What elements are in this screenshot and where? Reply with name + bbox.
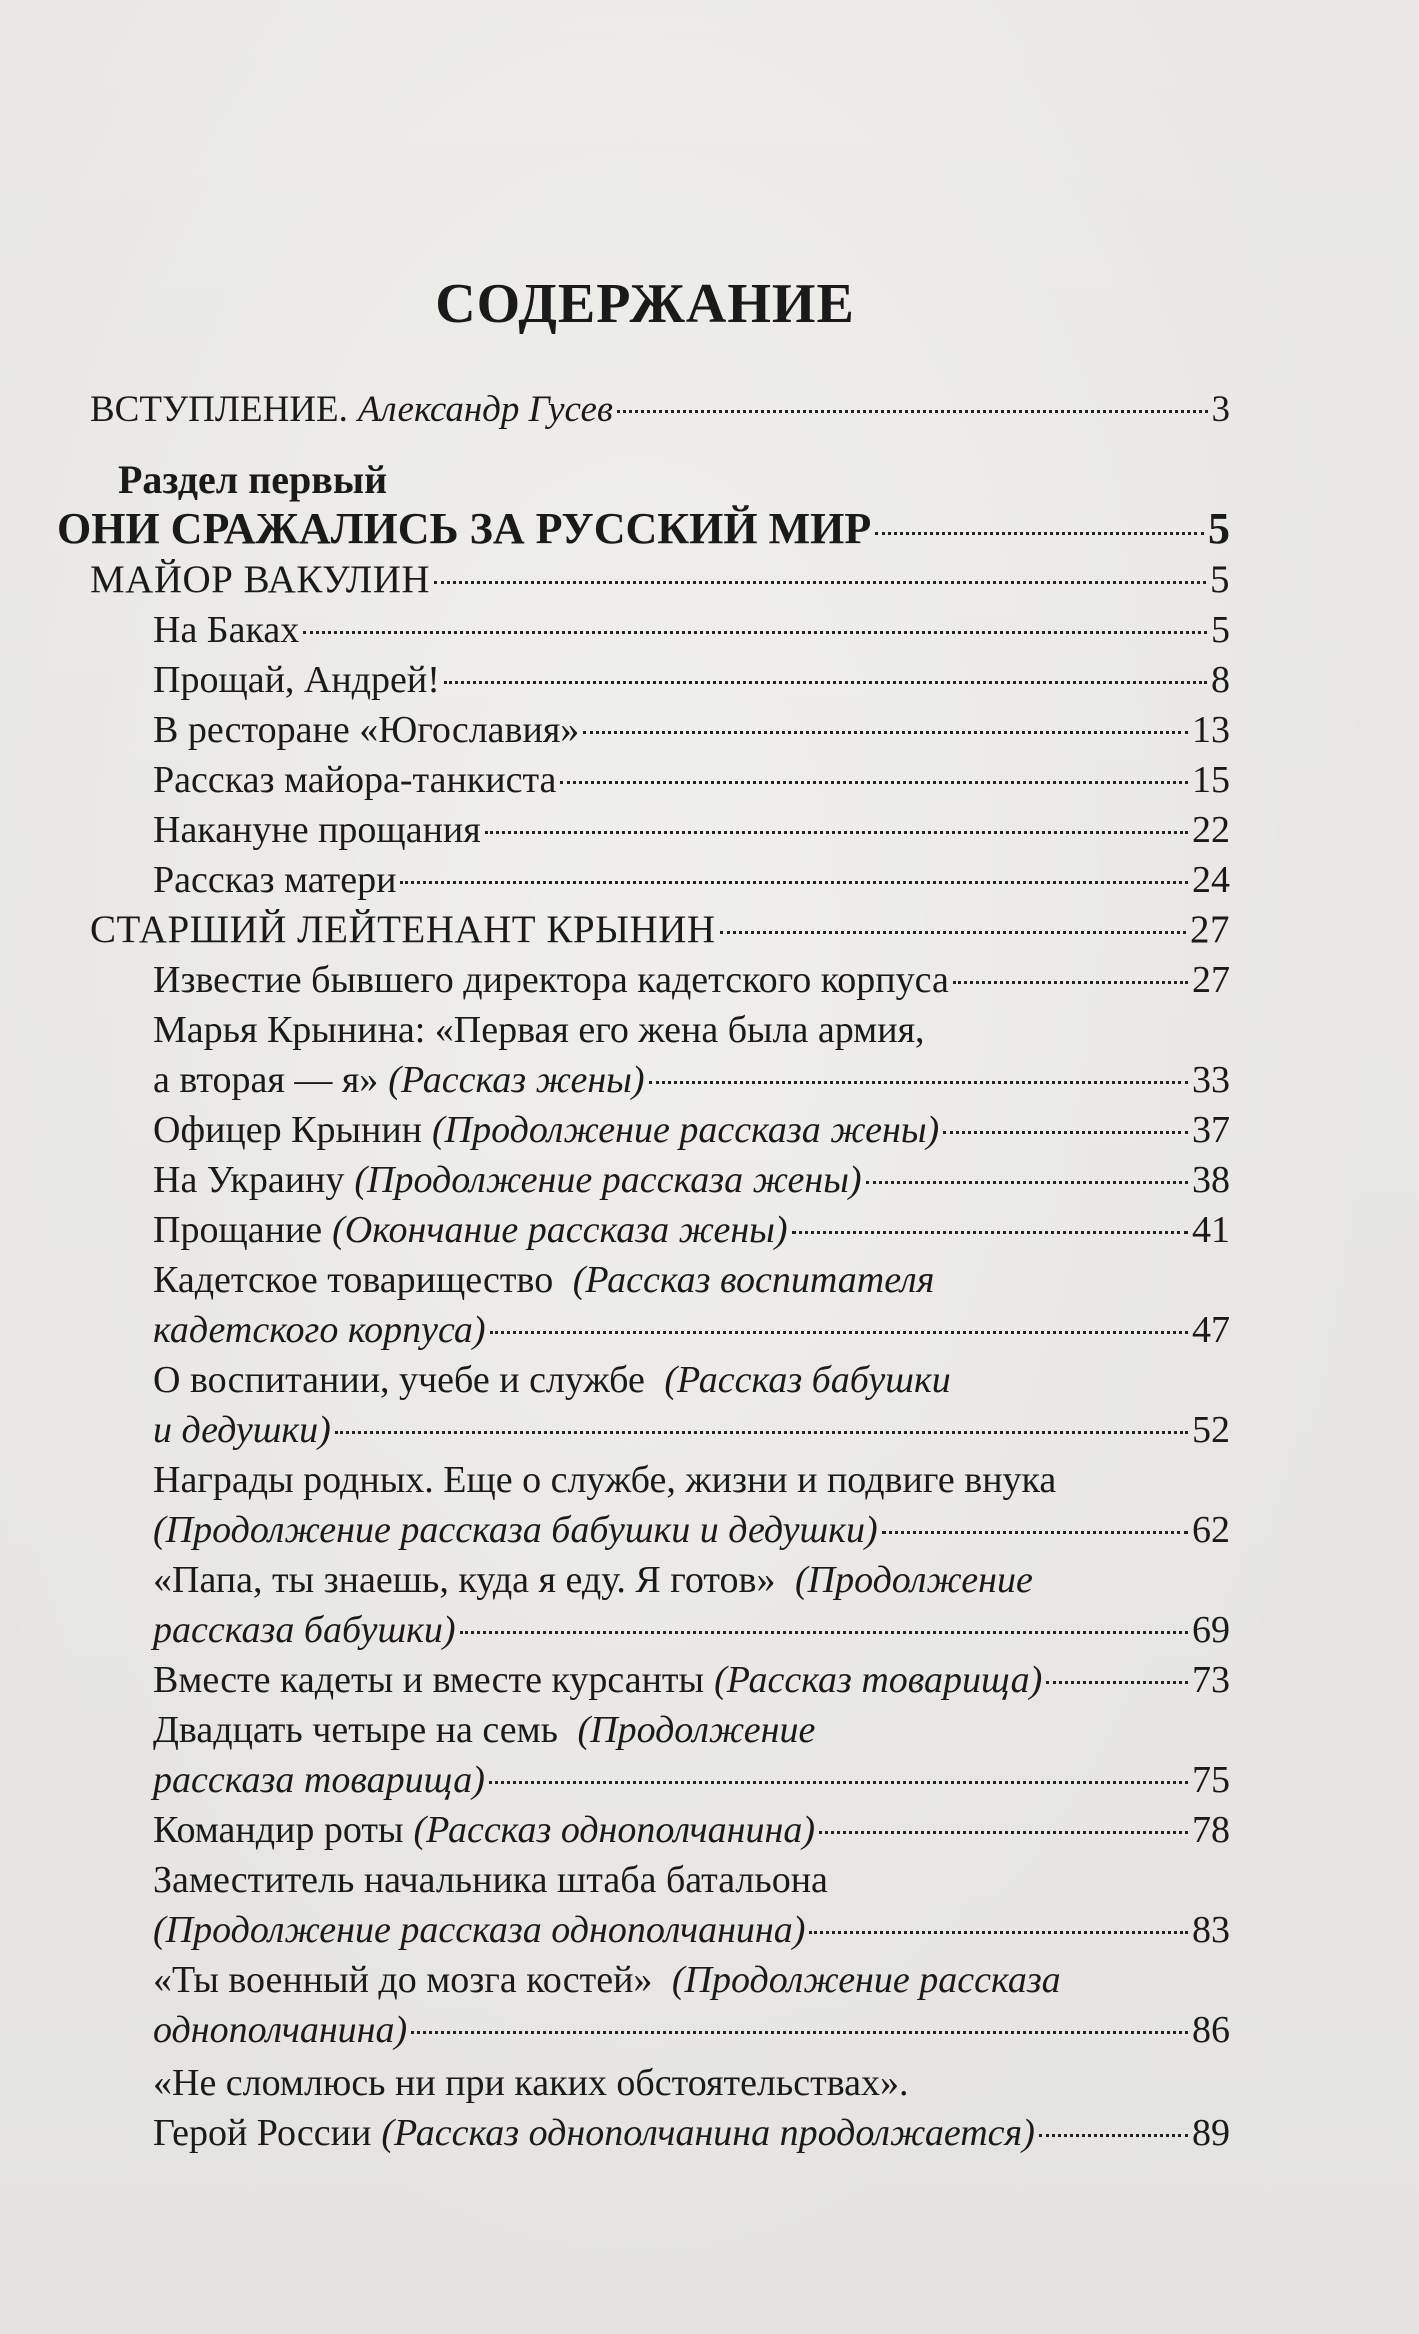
- entry-note: рассказа бабушки): [153, 1609, 456, 1651]
- dot-leader: [434, 581, 1206, 584]
- dot-leader: [303, 631, 1207, 634]
- entry-title-line1: [153, 1355, 1230, 1405]
- toc-entry[interactable]: [153, 1155, 1230, 1205]
- entry-title: Известие бывшего директора кадетского корпуса: [153, 959, 949, 1001]
- entry-title: «Ты военный до мозга костей»: [153, 1959, 653, 2001]
- entry-title: Кадетское товарищество: [153, 1259, 554, 1301]
- toc-entry[interactable]: [153, 1905, 1230, 1955]
- toc-entry[interactable]: [153, 805, 1230, 855]
- toc-entry[interactable]: [153, 1405, 1230, 1455]
- entry-title: На Баках: [153, 609, 300, 651]
- toc-entry[interactable]: [153, 1655, 1230, 1705]
- page-number: 41: [1192, 1209, 1230, 1251]
- dot-leader: [792, 1231, 1188, 1234]
- entry-note: (Продолжение: [794, 1559, 1033, 1601]
- page-number: 52: [1192, 1409, 1230, 1451]
- entry-note: (Продолжение рассказа однополчанина): [153, 1909, 806, 1951]
- page-number: 86: [1192, 2009, 1230, 2051]
- toc-entry[interactable]: [153, 1055, 1230, 1105]
- page-number: 69: [1192, 1609, 1230, 1651]
- dot-leader: [485, 831, 1188, 834]
- toc-entry-chapter-vakulin[interactable]: [90, 555, 1230, 605]
- toc-entry[interactable]: [153, 2108, 1230, 2158]
- dot-leader: [583, 731, 1188, 734]
- entry-note: (Рассказ жены): [388, 1059, 645, 1101]
- entry-title-line1: «Не сломлюсь ни при каких обстоятельствах».: [153, 2062, 909, 2104]
- dot-leader: [953, 981, 1188, 984]
- entry-note: и дедушки): [153, 1409, 331, 1451]
- entry-note: (Продолжение рассказа бабушки и дедушки): [153, 1509, 878, 1551]
- dot-leader: [490, 1331, 1188, 1334]
- entry-title: Офицер Крынин: [153, 1109, 422, 1151]
- page-number: 27: [1190, 908, 1230, 951]
- chapter-title: МАЙОР ВАКУЛИН: [90, 558, 431, 601]
- toc-entry[interactable]: [153, 1305, 1230, 1355]
- page-number: 8: [1211, 659, 1230, 701]
- dot-leader: [617, 410, 1208, 413]
- page-number: 27: [1192, 959, 1230, 1001]
- entry-note: (Окончание рассказа жены): [332, 1209, 788, 1251]
- entry-note: (Рассказ однополчанина): [413, 1809, 816, 1851]
- toc-entry[interactable]: [153, 605, 1230, 655]
- dot-leader: [560, 781, 1188, 784]
- dot-leader: [1039, 2134, 1188, 2137]
- entry-note: кадетского корпуса): [153, 1309, 486, 1351]
- entry-title: Прощай, Андрей!: [153, 659, 440, 701]
- toc-entry[interactable]: [153, 1205, 1230, 1255]
- page-number: 3: [1211, 389, 1230, 430]
- page-number: 78: [1192, 1809, 1230, 1851]
- dot-leader: [809, 1931, 1188, 1934]
- toc-entry-section[interactable]: [57, 503, 1230, 555]
- page-number: 5: [1208, 504, 1230, 553]
- toc-entry-chapter-krynin[interactable]: [90, 905, 1230, 955]
- dot-leader: [460, 1631, 1188, 1634]
- entry-title: О воспитании, учебе и службе: [153, 1359, 645, 1401]
- page-number: 83: [1192, 1909, 1230, 1951]
- entry-title-line1: Заместитель начальника штаба батальона: [153, 1859, 828, 1901]
- dot-leader: [720, 931, 1186, 934]
- page-number: 73: [1192, 1659, 1230, 1701]
- toc-entry[interactable]: [153, 2005, 1230, 2055]
- page-number: 62: [1192, 1509, 1230, 1551]
- dot-leader: [1046, 1681, 1188, 1684]
- dot-leader: [875, 532, 1204, 535]
- section-label: Раздел первый: [118, 457, 388, 502]
- page-title: СОДЕРЖАНИЕ: [435, 273, 855, 335]
- toc-entry[interactable]: [153, 1505, 1230, 1555]
- toc-entry[interactable]: [153, 955, 1230, 1005]
- section-title: ОНИ СРАЖАЛИСЬ ЗА РУССКИЙ МИР: [57, 504, 872, 553]
- entry-author: Александр Гусев: [357, 389, 613, 430]
- entry-note: (Продолжение: [577, 1709, 816, 1751]
- chapter-title: СТАРШИЙ ЛЕЙТЕНАНТ КРЫНИН: [90, 908, 716, 951]
- dot-leader: [882, 1531, 1188, 1534]
- dot-leader: [444, 681, 1207, 684]
- page-number: 75: [1192, 1759, 1230, 1801]
- entry-title: На Украину: [153, 1159, 345, 1201]
- entry-label: ВСТУПЛЕНИЕ.: [90, 389, 348, 430]
- page-number: 47: [1192, 1309, 1230, 1351]
- entry-note: (Рассказ товарища): [714, 1659, 1043, 1701]
- page-number: 37: [1192, 1109, 1230, 1151]
- entry-title-line1: Марья Крынина: «Первая его жена была армия,: [153, 1009, 925, 1051]
- entry-title-line1: [153, 1555, 1230, 1605]
- toc-entry[interactable]: [153, 705, 1230, 755]
- entry-title-line2: а вторая — я»: [153, 1059, 379, 1101]
- page-number: 13: [1192, 709, 1230, 751]
- entry-title: Рассказ майора-танкиста: [153, 759, 557, 801]
- page-number: 15: [1192, 759, 1230, 801]
- entry-title: Командир роты: [153, 1809, 404, 1851]
- entry-title-line1: [153, 1955, 1230, 2005]
- entry-note: (Продолжение рассказа: [671, 1959, 1061, 2001]
- dot-leader: [335, 1431, 1188, 1434]
- entry-note: рассказа товарища): [153, 1759, 485, 1801]
- entry-note: (Рассказ воспитателя: [572, 1259, 935, 1301]
- dot-leader: [866, 1181, 1188, 1184]
- entry-title: Двадцать четыре на семь: [153, 1709, 558, 1751]
- entry-note: (Рассказ однополчанина продолжается): [381, 2112, 1035, 2154]
- entry-title: Прощание: [153, 1209, 323, 1251]
- toc-entry[interactable]: [153, 1605, 1230, 1655]
- toc-entry[interactable]: [153, 655, 1230, 705]
- entry-note: (Рассказ бабушки: [664, 1359, 951, 1401]
- entry-title-line1: Награды родных. Еще о службе, жизни и подвиге внука: [153, 1459, 1057, 1501]
- entry-title: Рассказ матери: [153, 859, 397, 901]
- page-number: 5: [1211, 609, 1230, 651]
- toc-entry[interactable]: [153, 1755, 1230, 1805]
- page-number: 22: [1192, 809, 1230, 851]
- page-number: 24: [1192, 859, 1230, 901]
- toc-entry[interactable]: [153, 1105, 1230, 1155]
- entry-title: Накануне прощания: [153, 809, 481, 851]
- entry-title-line1: [153, 1255, 1230, 1305]
- entry-note: (Продолжение рассказа жены): [354, 1159, 862, 1201]
- page-number: 89: [1192, 2112, 1230, 2154]
- page-number: 33: [1192, 1059, 1230, 1101]
- entry-note: однополчанина): [153, 2009, 408, 2051]
- entry-title: «Папа, ты знаешь, куда я еду. Я готов»: [153, 1559, 776, 1601]
- entry-title-line1: [153, 1705, 1230, 1755]
- entry-note: (Продолжение рассказа жены): [432, 1109, 940, 1151]
- entry-title-line2: Герой России: [153, 2112, 372, 2154]
- page-number: 38: [1192, 1159, 1230, 1201]
- entry-title: Вместе кадеты и вместе курсанты: [153, 1659, 705, 1701]
- dot-leader: [649, 1081, 1188, 1084]
- toc-entry-intro[interactable]: [90, 385, 1230, 435]
- toc-entry[interactable]: [153, 855, 1230, 905]
- dot-leader: [411, 2031, 1188, 2034]
- page-number: 5: [1210, 558, 1230, 601]
- toc-entry[interactable]: [153, 1805, 1230, 1855]
- dot-leader: [943, 1131, 1188, 1134]
- entry-title: В ресторане «Югославия»: [153, 709, 580, 751]
- toc-entry[interactable]: [153, 755, 1230, 805]
- dot-leader: [819, 1831, 1188, 1834]
- dot-leader: [489, 1781, 1188, 1784]
- dot-leader: [400, 881, 1188, 884]
